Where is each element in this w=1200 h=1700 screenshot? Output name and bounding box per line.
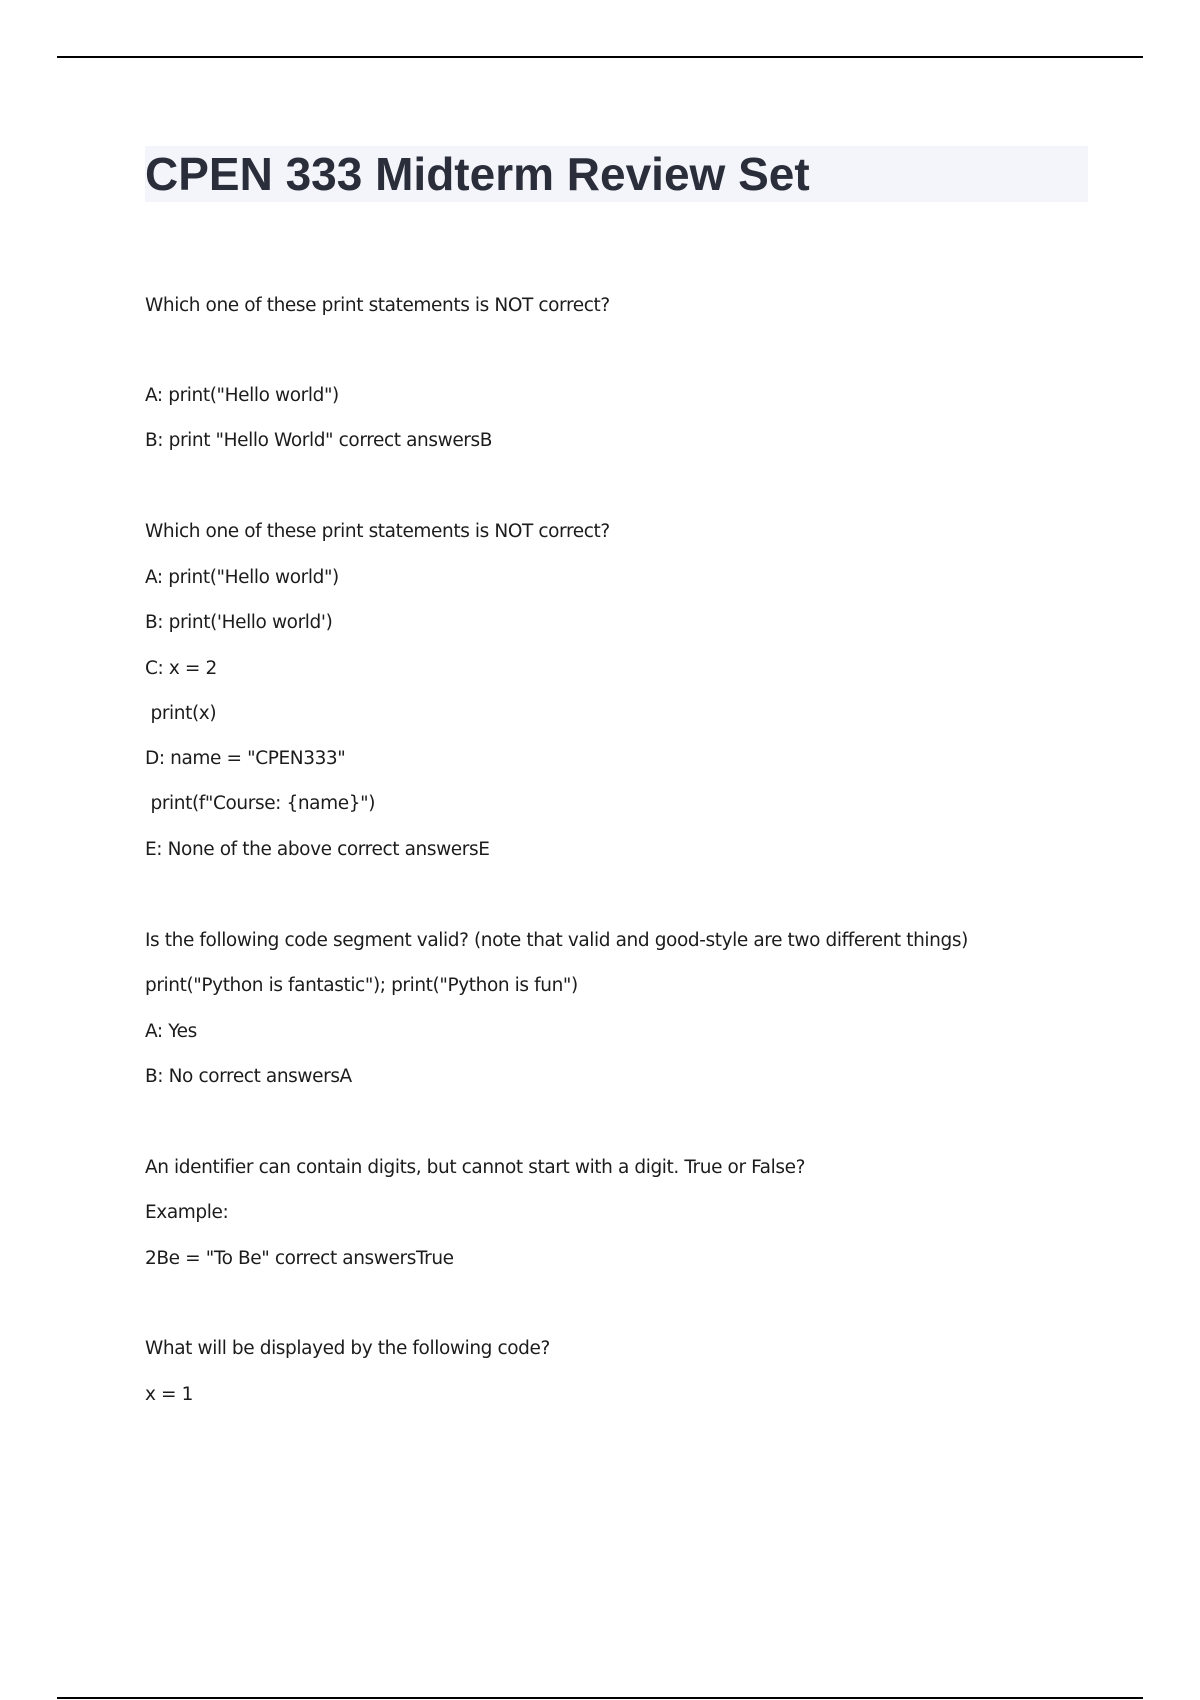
q3-prompt: Is the following code segment valid? (note that valid and good-style are two different things) [145,930,968,951]
page-title: CPEN 333 Midterm Review Set [145,148,810,200]
q4-prompt: An identifier can contain digits, but cannot start with a digit. True or False? [145,1157,806,1178]
q2-option-d: D: name = "CPEN333" [145,748,346,769]
q4-example-label: Example: [145,1202,229,1223]
q2-option-c: C: x = 2 [145,658,217,679]
q3-option-a: A: Yes [145,1021,197,1042]
q5-prompt: What will be displayed by the following code? [145,1338,550,1359]
q1-prompt: Which one of these print statements is NOT correct? [145,295,610,316]
q2-prompt: Which one of these print statements is NOT correct? [145,521,610,542]
q1-option-b-answer: B: print "Hello World" correct answersB [145,430,493,451]
q2-option-b: B: print('Hello world') [145,612,333,633]
q5-code: x = 1 [145,1384,193,1405]
q3-option-b-answer: B: No correct answersA [145,1066,352,1087]
q2-option-d-cont: print(f"Course: {name}") [145,793,376,814]
q2-option-c-cont: print(x) [145,703,217,724]
q1-option-a: A: print("Hello world") [145,385,339,406]
q4-example-answer: 2Be = "To Be" correct answersTrue [145,1248,454,1269]
q3-code: print("Python is fantastic"); print("Python is fun") [145,975,578,996]
q2-option-e-answer: E: None of the above correct answersE [145,839,490,860]
bottom-rule [57,1697,1143,1699]
q2-option-a: A: print("Hello world") [145,567,339,588]
top-rule [57,56,1143,58]
